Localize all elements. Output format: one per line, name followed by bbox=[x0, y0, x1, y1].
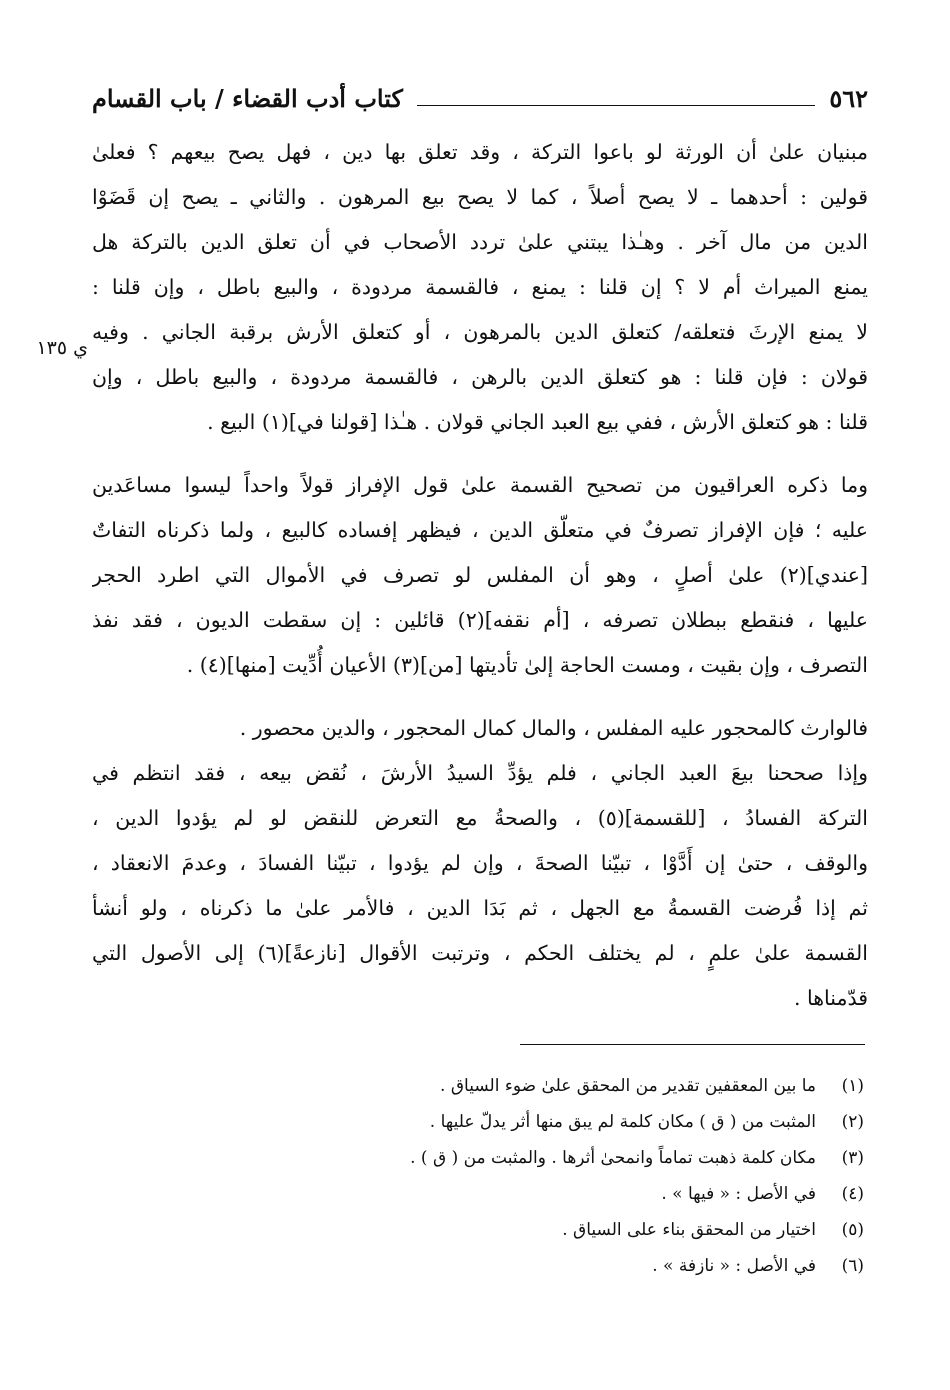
footnote-text: المثبت من ( ق ) مكان كلمة لم يبق منها أثر يدلّ عليها . bbox=[429, 1112, 816, 1132]
footnote-number: (١) bbox=[841, 1076, 864, 1096]
footnote-number: (٣) bbox=[841, 1148, 864, 1168]
footnote bbox=[150, 1212, 864, 1248]
text-line: عليها ، فنقطع ببطلان تصرفه ، [أم نقفه](٢) قائلين : إن سقطت الديون ، فقد نفذ bbox=[92, 608, 868, 632]
text-line: الدين من مال آخر . وهـٰذا يبتني علىٰ تردد الأصحاب في أن تعلق الدين بالتركة هل bbox=[92, 230, 868, 254]
footnote bbox=[150, 1176, 864, 1212]
paragraph-3 bbox=[92, 706, 868, 1021]
running-header bbox=[92, 78, 868, 118]
text-line: يمنع الميراث أم لا ؟ إن قلنا : يمنع ، فالقسمة مردودة ، والبيع باطل ، وإن قلنا : bbox=[92, 275, 868, 299]
page-number: ٥٦٢ bbox=[829, 83, 868, 113]
text-line: مبنيان علىٰ أن الورثة لو باعوا التركة ، وقد تعلق بها دين ، فهل يصح بيعهم ؟ فعلىٰ bbox=[92, 140, 868, 164]
text-line: ثم إذا فُرضت القسمةُ مع الجهل ، ثم بَدَا الدين ، فالأمر علىٰ ما ذكرناه ، ولو أنشأ bbox=[92, 896, 868, 920]
footnote-text: في الأصل : « فيها » . bbox=[661, 1184, 816, 1204]
footnote bbox=[150, 1140, 864, 1176]
footnote-text: اختيار من المحقق بناء على السياق . bbox=[562, 1220, 816, 1240]
text-line: قولان : فإن قلنا : هو كتعلق الدين بالرهن ، فالقسمة مردودة ، والبيع باطل ، وإن bbox=[92, 365, 868, 389]
text-line: القسمة علىٰ علمٍ ، لم يختلف الحكم ، وترتبت الأقوال [نازعةً](٦) إلى الأصول التي bbox=[92, 941, 868, 965]
footnote-number: (٤) bbox=[841, 1184, 864, 1204]
footnotes bbox=[150, 1068, 864, 1284]
text-line: وما ذكره العراقيون من تصحيح القسمة علىٰ قول الإفراز قولاً واحداً ليسوا مساعَدين bbox=[92, 473, 868, 497]
text-line: عليه ؛ فإن الإفراز تصرفٌ في متعلّق الدين ، فيظهر إفساده كالبيع ، ولما ذكرناه التفاتٌ bbox=[92, 518, 868, 542]
text-line: قلنا : هو كتعلق الأرش ، ففي بيع العبد الجاني قولان . هـٰذا [قولنا في](١) البيع . bbox=[207, 410, 868, 434]
footnote-text: ما بين المعقفين تقدير من المحقق علىٰ ضوء السياق . bbox=[440, 1076, 816, 1096]
text-line: فالوارث كالمحجور عليه المفلس ، والمال كمال المحجور ، والدين محصور . bbox=[239, 716, 868, 740]
text-line: قدّمناها . bbox=[793, 986, 868, 1010]
text-line: والوقف ، حتىٰ إن أَدَّوْا ، تبيّنا الصحةَ ، وإن لم يؤدوا ، تبيّنا الفسادَ ، وعدمَ الانعقاد ، bbox=[92, 851, 868, 875]
footnote-number: (٥) bbox=[841, 1220, 864, 1240]
header-title: كتاب أدب القضاء / باب القسام bbox=[92, 83, 403, 113]
footnote-separator bbox=[520, 1044, 865, 1045]
footnote bbox=[150, 1068, 864, 1104]
footnote-text: مكان كلمة ذهبت تماماً وانمحىٰ أثرها . والمثبت من ( ق ) . bbox=[410, 1148, 816, 1168]
main-text bbox=[92, 130, 868, 1021]
text-line: لا يمنع الإرثَ فتعلقه/ كتعلق الدين بالمرهون ، أو كتعلق الأرش برقبة الجاني . وفيه bbox=[92, 320, 868, 344]
text-line: قولين : أحدهما ـ لا يصح أصلاً ، كما لا يصح بيع المرهون . والثاني ـ يصح إن قَضَوْا bbox=[92, 185, 868, 209]
footnote bbox=[150, 1104, 864, 1140]
manuscript-folio-note: ي ١٣٥ bbox=[36, 337, 88, 359]
header-rule bbox=[417, 91, 815, 106]
paragraph-1 bbox=[92, 130, 868, 445]
text-line: التصرف ، وإن بقيت ، ومست الحاجة إلىٰ تأديتها [من](٣) الأعيان أُدِّيت [منها](٤) . bbox=[186, 653, 868, 677]
footnote-text: في الأصل : « نازفة » . bbox=[652, 1256, 816, 1276]
footnote-number: (٢) bbox=[841, 1112, 864, 1132]
footnote-number: (٦) bbox=[841, 1256, 864, 1276]
footnote bbox=[150, 1248, 864, 1284]
text-line: التركة الفسادُ ، [للقسمة](٥) ، والصحةُ مع التعرض للنقض لو لم يؤدوا الدين ، bbox=[92, 806, 868, 830]
text-line: [عندي](٢) علىٰ أصلٍ ، وهو أن المفلس لو تصرف في الأموال التي اطرد الحجر bbox=[92, 563, 868, 587]
paragraph-2 bbox=[92, 463, 868, 688]
text-line: وإذا صححنا بيعَ العبد الجاني ، فلم يؤدِّ السيدُ الأرشَ ، نُقض بيعه ، فقد انتظم في bbox=[92, 761, 868, 785]
